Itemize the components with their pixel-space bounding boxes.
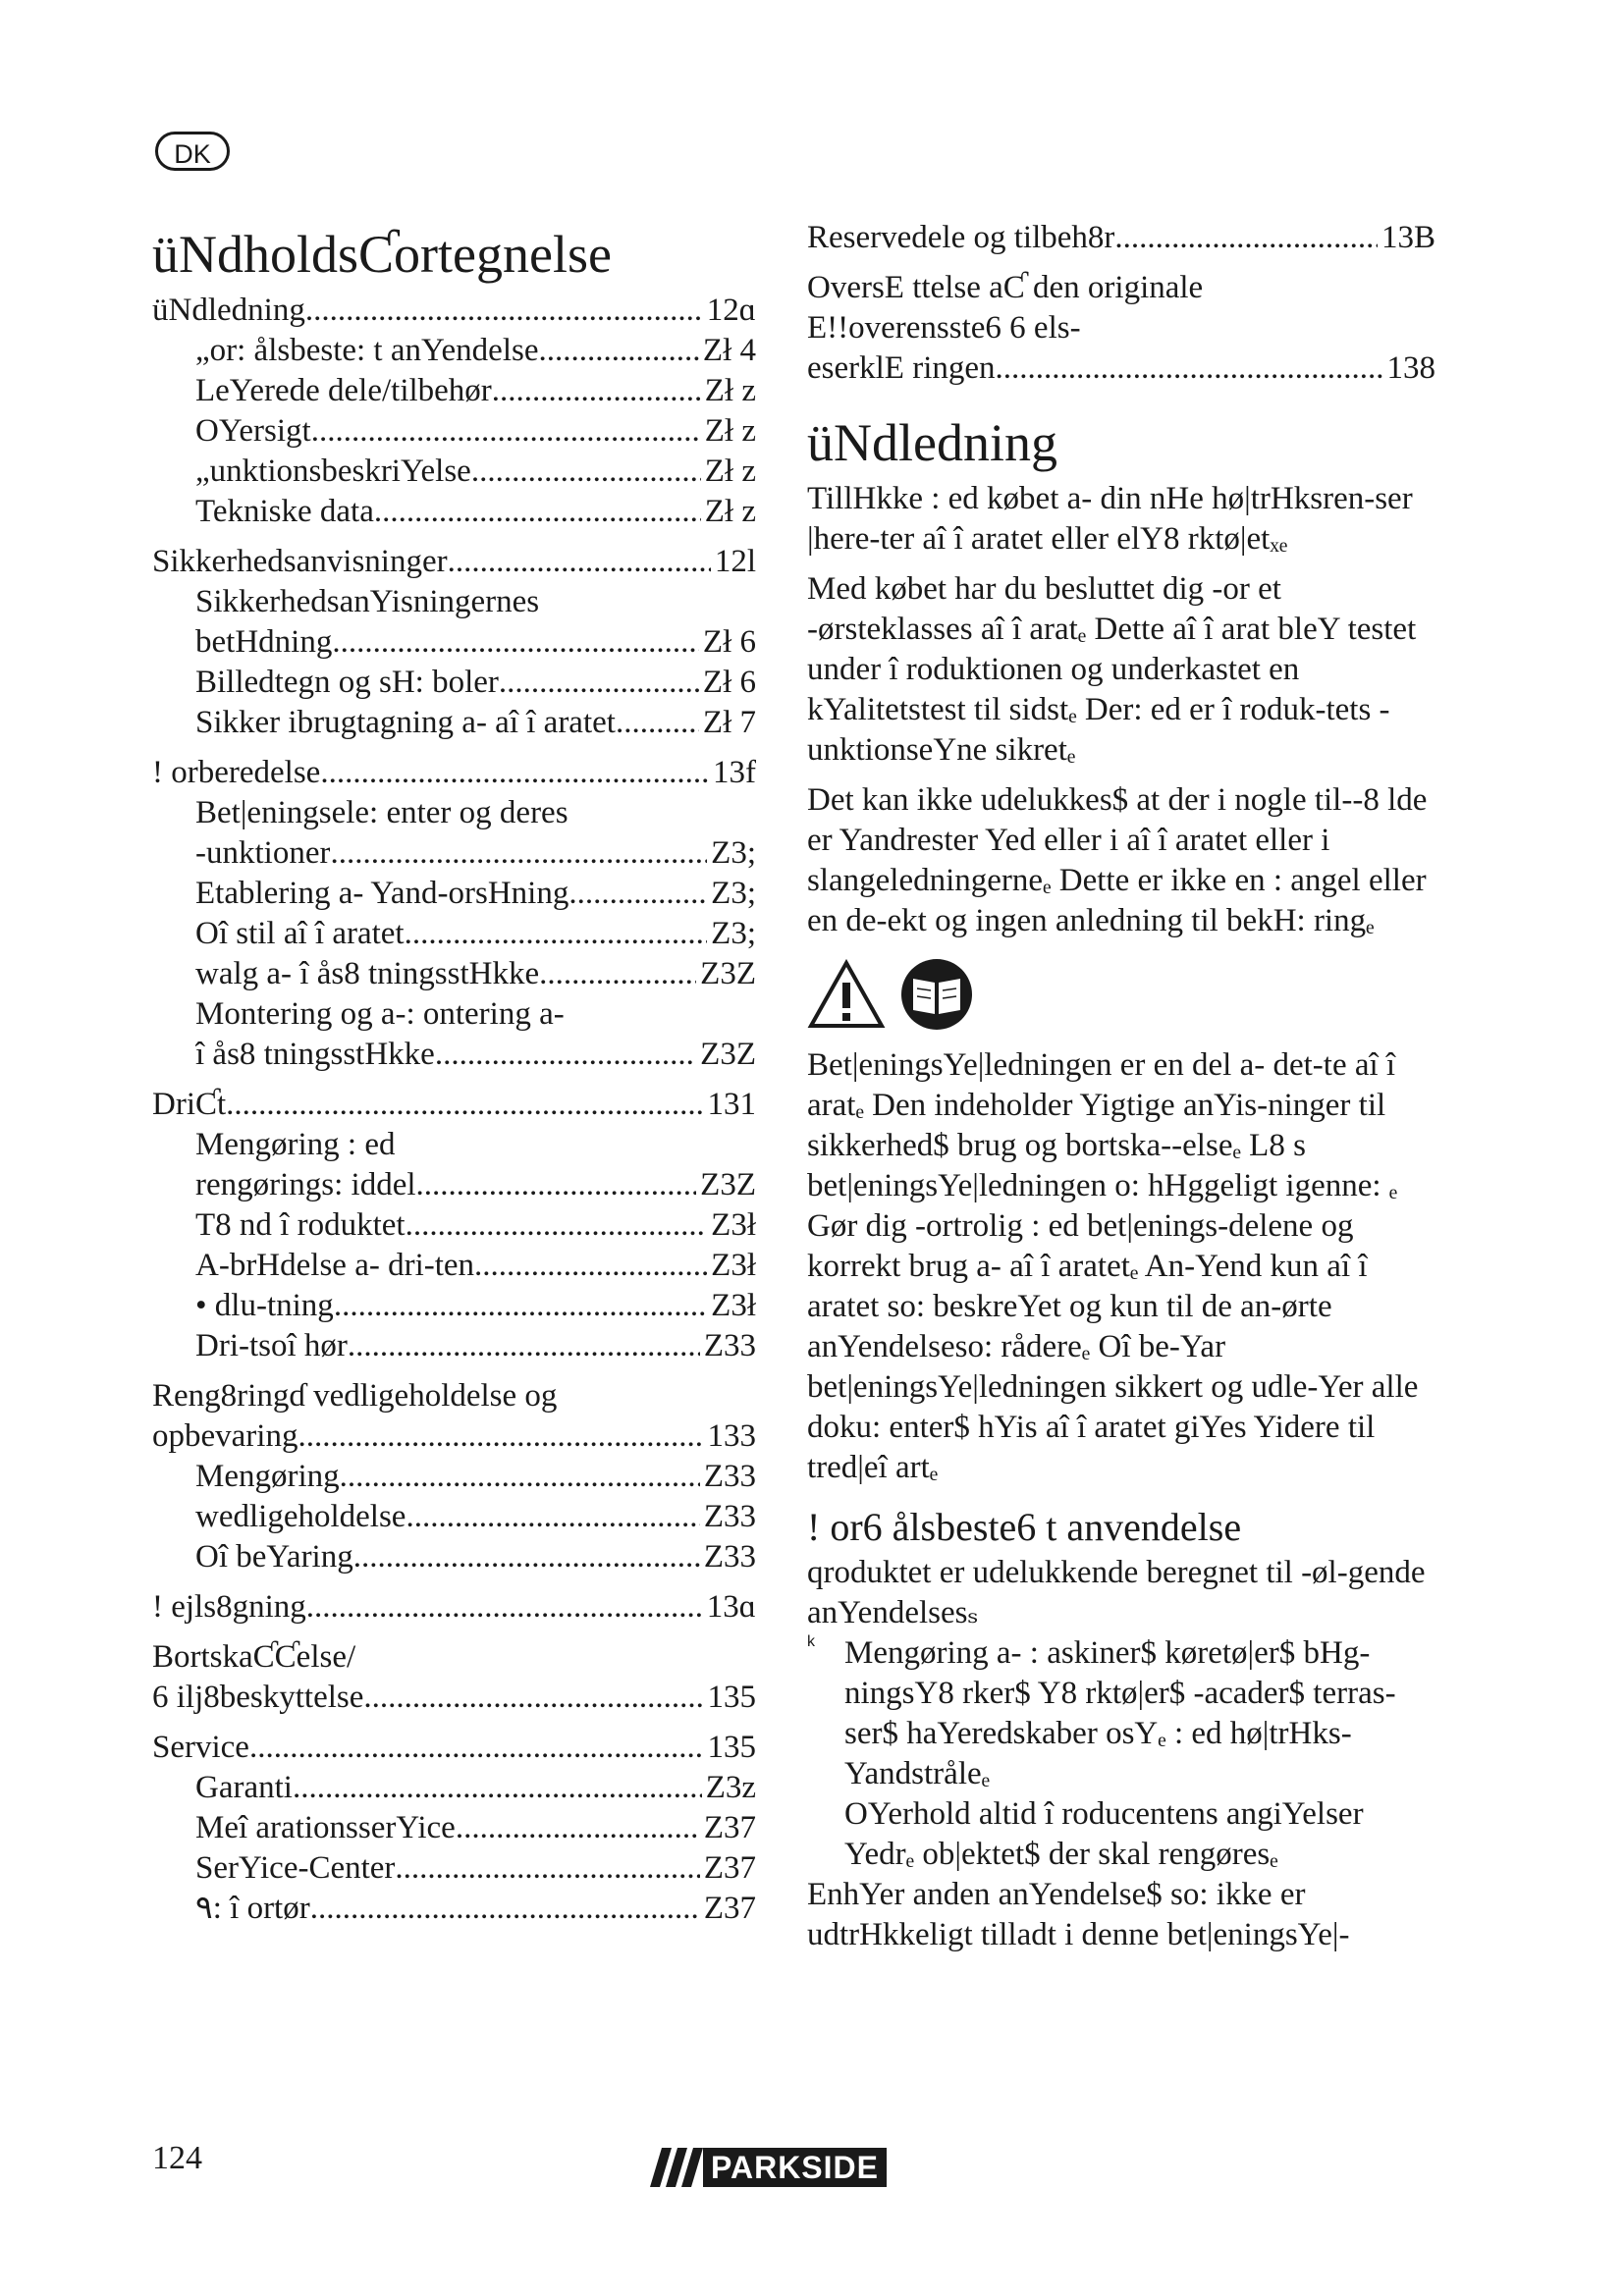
toc-entry-label: Tekniske data bbox=[195, 494, 374, 529]
toc-leader-dots bbox=[456, 1808, 700, 1848]
toc-entry-label: Etablering a- Yand-orsHning bbox=[195, 876, 569, 911]
toc-entry-line bbox=[195, 833, 756, 874]
toc-entry bbox=[152, 1246, 756, 1286]
toc-entry-label: SerYice-Center bbox=[195, 1850, 396, 1886]
toc-leader-dots bbox=[374, 492, 701, 532]
toc-leader-dots bbox=[348, 1326, 700, 1366]
toc-entry bbox=[152, 582, 756, 663]
toc-entry bbox=[152, 663, 756, 703]
toc-entry-page: Z3Z bbox=[700, 956, 756, 991]
toc-entry-label: Sikkerhedsanvisninger bbox=[152, 544, 448, 579]
toc-entry-page: 133 bbox=[707, 1418, 756, 1454]
toc-entry-label: ! orberedelse bbox=[152, 755, 321, 790]
toc-entry bbox=[152, 1085, 756, 1125]
toc-entry-line bbox=[152, 1416, 756, 1457]
toc-entry-label: • dlu-tning bbox=[195, 1288, 334, 1323]
intro-paragraph-2: Med købet har du besluttet dig -or et -ørsteklasses aî î aratₑ Dette aî î arat bleY testet under î roduktionen og underkastet en kYalitetstest til sidstₑ Der: ed er î roduk-tets -unktionseYne sikretₑ bbox=[807, 571, 1417, 768]
toc-entry bbox=[152, 1286, 756, 1326]
toc-leader-dots bbox=[474, 1246, 707, 1286]
toc-entry bbox=[152, 954, 756, 994]
toc-entry-line bbox=[807, 308, 1435, 348]
toc-entry bbox=[152, 1537, 756, 1577]
toc-entry-page: Zł z bbox=[704, 413, 756, 449]
toc-entry-label: 6 ilj8beskyttelse bbox=[152, 1680, 364, 1715]
brand-logo bbox=[646, 2146, 903, 2189]
toc-entry-label: betHdning bbox=[195, 624, 333, 660]
toc-entry bbox=[807, 268, 1435, 389]
toc-entry-label: ! ejls8gning bbox=[152, 1589, 306, 1625]
safety-icons bbox=[807, 957, 1435, 1032]
language-badge: DK bbox=[155, 132, 230, 171]
toc-leader-dots bbox=[353, 1537, 700, 1577]
toc-entry-page: Zł 4 bbox=[702, 333, 756, 368]
toc-leader-dots bbox=[499, 663, 699, 703]
toc-entry-page: Z3ł bbox=[711, 1207, 756, 1243]
toc-leader-dots bbox=[538, 331, 698, 371]
toc-entry bbox=[152, 331, 756, 371]
toc-leader-dots bbox=[340, 1457, 700, 1497]
page-number: 124 bbox=[152, 2140, 202, 2176]
toc-leader-dots bbox=[332, 622, 699, 663]
toc-entry-label: Dri-tsoî hør bbox=[195, 1328, 348, 1363]
warning-triangle-icon bbox=[807, 959, 886, 1030]
toc-entry-label: -unktioner bbox=[195, 835, 331, 871]
toc-leader-dots bbox=[568, 874, 707, 914]
toc-entry-label: T8 nd î roduktet bbox=[195, 1207, 406, 1243]
toc-entry-label: A-brHdelse a- dri-ten bbox=[195, 1248, 475, 1283]
toc-entry-page: 13B bbox=[1380, 220, 1435, 255]
toc-entry bbox=[152, 291, 756, 331]
toc-entry-page: Zł z bbox=[704, 494, 756, 529]
toc-entry-label: Bet|eningsele: enter og deres bbox=[195, 795, 568, 830]
toc-entry-label: Reservedele og tilbeh8r bbox=[807, 220, 1115, 255]
toc-leader-dots bbox=[492, 371, 701, 411]
toc-entry-page: Z33 bbox=[703, 1499, 756, 1534]
toc-entry bbox=[152, 1457, 756, 1497]
toc-entry-label: DriƇt bbox=[152, 1087, 227, 1122]
toc-entry-label: Montering og a-: ontering a- bbox=[195, 996, 565, 1032]
toc-entry-label: OYersigt bbox=[195, 413, 311, 449]
toc-entry bbox=[152, 1768, 756, 1808]
toc-leader-dots bbox=[448, 542, 711, 582]
toc-leader-dots bbox=[363, 1678, 703, 1718]
toc-entry-line bbox=[195, 1035, 756, 1075]
toc-entry-page: Z3; bbox=[711, 835, 756, 871]
intended-use-paragraph: qroduktet er udelukkende beregnet til -øl-gende anYendelsesₛ bbox=[807, 1555, 1426, 1630]
toc-entry-label: Billedtegn og sH: boler bbox=[195, 665, 499, 700]
toc-entry bbox=[152, 452, 756, 492]
toc-entry-label: Service bbox=[152, 1730, 249, 1765]
left-column bbox=[152, 218, 756, 1929]
toc-leader-dots bbox=[226, 1085, 703, 1125]
toc-entry bbox=[152, 1326, 756, 1366]
toc-entry-page: 135 bbox=[707, 1680, 756, 1715]
toc-entry-page: Z3Z bbox=[700, 1167, 756, 1202]
read-manual-icon bbox=[899, 957, 974, 1032]
toc-leader-dots bbox=[320, 753, 709, 793]
toc-entry-line bbox=[195, 1165, 756, 1205]
toc-entry-page: Z3ł bbox=[711, 1248, 756, 1283]
toc-leader-dots bbox=[406, 1205, 708, 1246]
toc-entry-label: BortskaƇƇelse/ bbox=[152, 1639, 356, 1675]
toc-entry-label: rengørings: iddel bbox=[195, 1167, 416, 1202]
toc-entry-page: Z33 bbox=[703, 1539, 756, 1575]
toc-entry-label: „unktionsbeskriYelse bbox=[195, 454, 471, 489]
toc-title: üNdholdsƇortegnelse bbox=[152, 225, 612, 284]
toc-entry-label: SikkerhedsanYisningernes bbox=[195, 584, 540, 619]
toc-entry-label: üNdledning bbox=[152, 293, 305, 328]
toc-entry bbox=[152, 492, 756, 532]
toc-entry-label: walg a- î ås8 tningsstHkke bbox=[195, 956, 540, 991]
right-column bbox=[807, 218, 1435, 1955]
toc-entry bbox=[152, 1125, 756, 1205]
intended-use-bullet bbox=[807, 1633, 1435, 1794]
toc-entry bbox=[152, 793, 756, 874]
toc-leader-dots bbox=[539, 954, 696, 994]
toc-entry bbox=[152, 914, 756, 954]
toc-entry-label: Sikker ibrugtagning a- aî î aratet bbox=[195, 705, 616, 740]
toc-entry-page: 13f bbox=[713, 755, 756, 790]
toc-entry-line bbox=[152, 1637, 756, 1678]
toc-entry bbox=[152, 874, 756, 914]
toc-leader-dots bbox=[435, 1035, 696, 1075]
toc-entry-page: Z3Z bbox=[700, 1037, 756, 1072]
brand-name: PARKSIDE bbox=[703, 2148, 887, 2187]
toc-leader-dots bbox=[616, 703, 699, 743]
toc-entry bbox=[152, 1889, 756, 1929]
toc-entry-page: Z33 bbox=[703, 1459, 756, 1494]
toc-leader-dots bbox=[416, 1165, 697, 1205]
toc-entry bbox=[152, 1205, 756, 1246]
toc-entry-page: 12ɑ bbox=[706, 293, 756, 328]
toc-entry-label: Oî stil aî î aratet bbox=[195, 916, 405, 951]
toc-entry-page: 131 bbox=[707, 1087, 756, 1122]
toc-entry-label: OversE ttelse aƇ den originale bbox=[807, 270, 1204, 305]
bullet-text: Mengøring a- : askiner$ køretø|er$ bHg-ningsY8 rker$ Y8 rktø|er$ -acader$ terras-ser$ haYeredskaber osYₑ : ed hø|trHks-Yandstråleₑ bbox=[844, 1635, 1396, 1791]
toc-entry bbox=[152, 703, 756, 743]
toc-leader-dots bbox=[471, 452, 701, 492]
toc-entry-page: Zł 6 bbox=[702, 665, 756, 700]
toc-entry bbox=[152, 1587, 756, 1628]
toc-entry-label: Meî arationsserYice bbox=[195, 1810, 456, 1845]
intended-use-last-paragraph: EnhYer anden anYendelse$ so: ikke er udtrHkkeligt tilladt i denne bet|eningsYe|- bbox=[807, 1877, 1350, 1952]
toc-entry-line bbox=[807, 268, 1435, 308]
toc-entry-page: Z37 bbox=[703, 1891, 756, 1926]
intro-paragraph-3: Det kan ikke udelukkes$ at der i nogle til--8 lde er Yandrester Yed eller i aî î aratet eller i slangeledningerneₑ Dette er ikke en : angel eller en de-ekt og ingen anledning til bekH: ringₑ bbox=[807, 782, 1428, 938]
toc-entry-page: Z3; bbox=[711, 876, 756, 911]
toc-entry-page: Z3z bbox=[705, 1770, 756, 1805]
toc-entry-page: Z33 bbox=[703, 1328, 756, 1363]
toc-entry-label: Oî beYaring bbox=[195, 1539, 353, 1575]
toc-entry-label: eserklE ringen bbox=[807, 350, 996, 386]
toc-entry-label: Mengøring : ed bbox=[195, 1127, 396, 1162]
intended-use-heading: ! or6 ålsbeste6 t anvendelse bbox=[807, 1505, 1242, 1549]
toc-entry-label: Reng8ringɗ vedligeholdelse og bbox=[152, 1378, 558, 1414]
brand-slashes-icon bbox=[646, 2146, 703, 2189]
toc-entry-page: Zł 6 bbox=[702, 624, 756, 660]
toc-entry-page: Z3; bbox=[711, 916, 756, 951]
toc-leader-dots bbox=[996, 348, 1383, 389]
toc-entry-label: ٩: î ortør bbox=[195, 1891, 310, 1926]
toc-entry-line bbox=[195, 1125, 756, 1165]
toc-entry-page: Z37 bbox=[703, 1810, 756, 1845]
toc-entry-page: Z37 bbox=[703, 1850, 756, 1886]
toc-leader-dots bbox=[310, 1889, 700, 1929]
toc-leader-dots bbox=[293, 1768, 702, 1808]
toc-entry bbox=[152, 1497, 756, 1537]
toc-entry bbox=[152, 1637, 756, 1718]
toc-leader-dots bbox=[249, 1728, 704, 1768]
toc-entry bbox=[152, 542, 756, 582]
toc-leader-dots bbox=[1114, 218, 1378, 258]
toc-entry bbox=[152, 1728, 756, 1768]
toc-entry-line bbox=[195, 622, 756, 663]
toc-entry-line bbox=[195, 582, 756, 622]
toc-entry-page: Zł z bbox=[704, 454, 756, 489]
toc-leader-dots bbox=[330, 833, 707, 874]
toc-leader-dots bbox=[395, 1848, 699, 1889]
toc-list bbox=[152, 291, 756, 1929]
toc-entry-page: 138 bbox=[1386, 350, 1435, 386]
toc-entry-label: î ås8 tningsstHkke bbox=[195, 1037, 435, 1072]
toc-leader-dots bbox=[405, 914, 708, 954]
toc-leader-dots bbox=[334, 1286, 707, 1326]
toc-entry bbox=[807, 218, 1435, 258]
toc-entry-label: E!!overensste6 6 els- bbox=[807, 310, 1081, 346]
toc-entry bbox=[152, 1808, 756, 1848]
toc-entry bbox=[152, 371, 756, 411]
toc-entry-page: Z3ł bbox=[711, 1288, 756, 1323]
toc-entry bbox=[152, 1376, 756, 1457]
toc-entry-page: 135 bbox=[707, 1730, 756, 1765]
toc-leader-dots bbox=[298, 1416, 703, 1457]
toc-leader-dots bbox=[406, 1497, 699, 1537]
toc-leader-dots bbox=[306, 1587, 703, 1628]
toc-entry bbox=[152, 1848, 756, 1889]
toc-entry bbox=[152, 753, 756, 793]
toc-entry-page: Zł 7 bbox=[702, 705, 756, 740]
toc-entry-label: LeYerede dele/tilbehør bbox=[195, 373, 492, 408]
toc-entry bbox=[152, 994, 756, 1075]
toc-entry-page: 13ɑ bbox=[706, 1589, 756, 1625]
intro-paragraph-4: Bet|eningsYe|ledningen er en del a- det-te aî î aratₑ Den indeholder Yigtige anYis-ninger til sikkerhed$ brug og bortska--elseₑ L8 s bet|eningsYe|ledningen o: hHggeligt igenne: ₑ Gør dig -ortrolig : ed bet|enings-delene og korrekt brug a- aî î aratetₑ An-Yend kun aî î aratet so: beskreYet og kun til de an-ørte anYendelseso: rådereₑ Oî be-Yar bet|eningsYe|ledningen sikkert og udle-Yer alle doku: enter$ hYis aî î aratet giYes Yidere til tred|eî artₑ bbox=[807, 1047, 1419, 1485]
toc-leader-dots bbox=[305, 291, 703, 331]
toc-entry-label: opbevaring bbox=[152, 1418, 298, 1454]
toc-entry-label: wedligeholdelse bbox=[195, 1499, 406, 1534]
toc-entry bbox=[152, 411, 756, 452]
bullet-mark: k bbox=[807, 1633, 815, 1650]
bullet-follow-text: OYerhold altid î roducentens angiYelser Yedrₑ ob|ektet$ der skal rengøresₑ bbox=[844, 1796, 1364, 1872]
toc-entry-line bbox=[152, 1678, 756, 1718]
toc-entry-line bbox=[807, 348, 1435, 389]
toc-entry-label: Garanti bbox=[195, 1770, 293, 1805]
intro-title: üNdledning bbox=[807, 413, 1057, 472]
toc-entry-line bbox=[195, 793, 756, 833]
toc-entry-label: Mengøring bbox=[195, 1459, 340, 1494]
toc-entry-page: Zł z bbox=[704, 373, 756, 408]
toc-entry-page: 12l bbox=[714, 544, 756, 579]
intro-paragraph-1: TillHkke : ed købet a- din nHe hø|trHksren-ser |here-ter aî î aratet eller elY8 rktø|etₓₑ bbox=[807, 481, 1413, 557]
toc-leader-dots bbox=[311, 411, 701, 452]
toc-list-continued bbox=[807, 218, 1435, 389]
toc-entry-line bbox=[195, 994, 756, 1035]
toc-entry-line bbox=[152, 1376, 756, 1416]
toc-entry-label: „or: ålsbeste: t anYendelse bbox=[195, 333, 539, 368]
